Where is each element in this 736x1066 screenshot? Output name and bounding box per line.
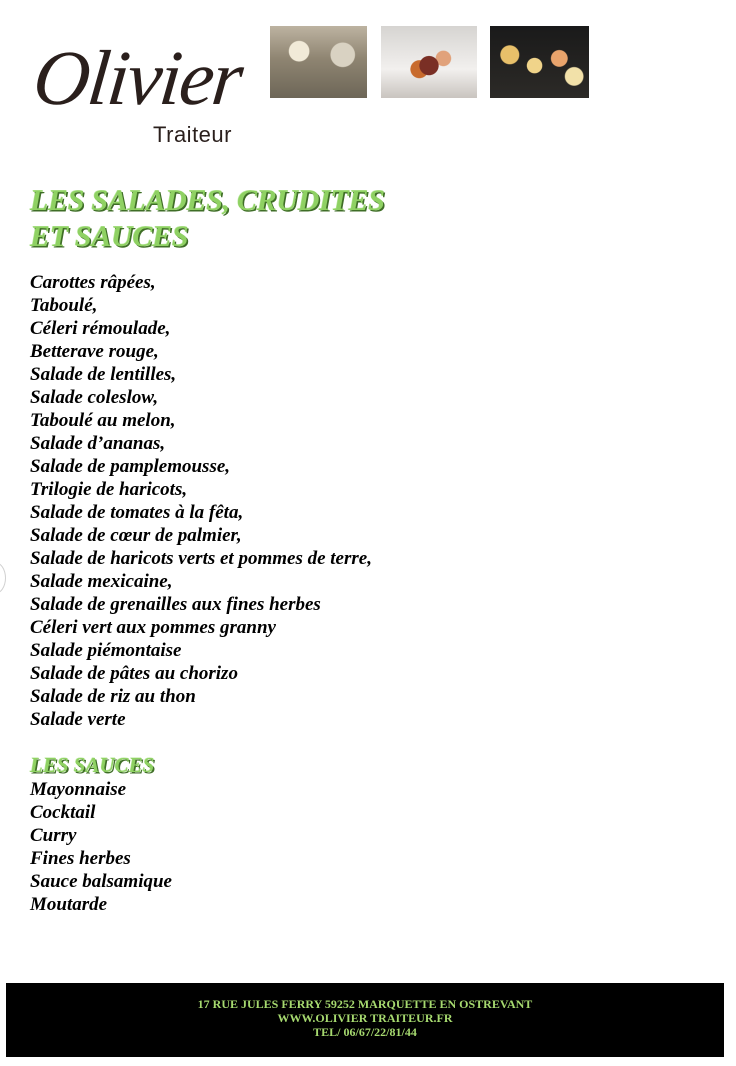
footer-address: 17 RUE JULES FERRY 59252 MARQUETTE EN OSTREVANT xyxy=(197,997,533,1011)
page-edge-handle xyxy=(0,562,6,594)
list-item: Curry xyxy=(30,825,77,846)
list-item: Salade verte xyxy=(30,709,126,730)
list-item: Salade de haricots verts et pommes de terre, xyxy=(30,548,372,569)
list-item: Salade de pamplemousse, xyxy=(30,456,231,477)
list-item: Salade coleslow, xyxy=(30,387,159,408)
plated-dish-photo xyxy=(381,26,477,98)
list-item: Salade de tomates à la fêta, xyxy=(30,502,244,523)
list-item: Céleri vert aux pommes granny xyxy=(30,617,276,638)
list-item: Salade d’ananas, xyxy=(30,433,166,454)
page-title-line2: ET SAUCES xyxy=(30,220,189,253)
list-item: Salade mexicaine, xyxy=(30,571,173,592)
sauces-list xyxy=(30,778,172,916)
list-item: Cocktail xyxy=(30,802,96,823)
list-item: Salade piémontaise xyxy=(30,640,182,661)
olivier-traiteur-logo xyxy=(29,34,262,150)
footer-phone: TEL/ 06/67/22/81/44 xyxy=(313,1025,417,1039)
list-item: Salade de pâtes au chorizo xyxy=(30,663,238,684)
list-item: Sauce balsamique xyxy=(30,871,172,892)
list-item: Moutarde xyxy=(30,894,108,915)
footer-website: WWW.OLIVIER TRAITEUR.FR xyxy=(277,1011,453,1025)
logo-script-name: Olivier xyxy=(29,34,246,121)
logo-tagline: Traiteur xyxy=(153,122,232,147)
footer-contact-bar xyxy=(6,983,724,1057)
list-item: Salade de riz au thon xyxy=(30,686,196,707)
salades-list xyxy=(30,271,372,731)
list-item: Betterave rouge, xyxy=(30,341,159,362)
canapes-platter-photo xyxy=(490,26,589,98)
list-item: Fines herbes xyxy=(30,848,131,869)
list-item: Céleri rémoulade, xyxy=(30,318,171,339)
list-item: Trilogie de haricots, xyxy=(30,479,188,500)
list-item: Salade de lentilles, xyxy=(30,364,177,385)
list-item: Taboulé au melon, xyxy=(30,410,176,431)
list-item: Taboulé, xyxy=(30,295,98,316)
list-item: Salade de cœur de palmier, xyxy=(30,525,242,546)
list-item: Salade de grenailles aux fines herbes xyxy=(30,594,321,615)
list-item: Carottes râpées, xyxy=(30,272,156,293)
sauces-heading: LES SAUCES xyxy=(30,753,155,777)
list-item: Mayonnaise xyxy=(30,779,127,800)
page-title xyxy=(30,183,385,255)
dining-room-photo xyxy=(270,26,367,98)
page-title-line1: LES SALADES, CRUDITES xyxy=(30,184,385,217)
